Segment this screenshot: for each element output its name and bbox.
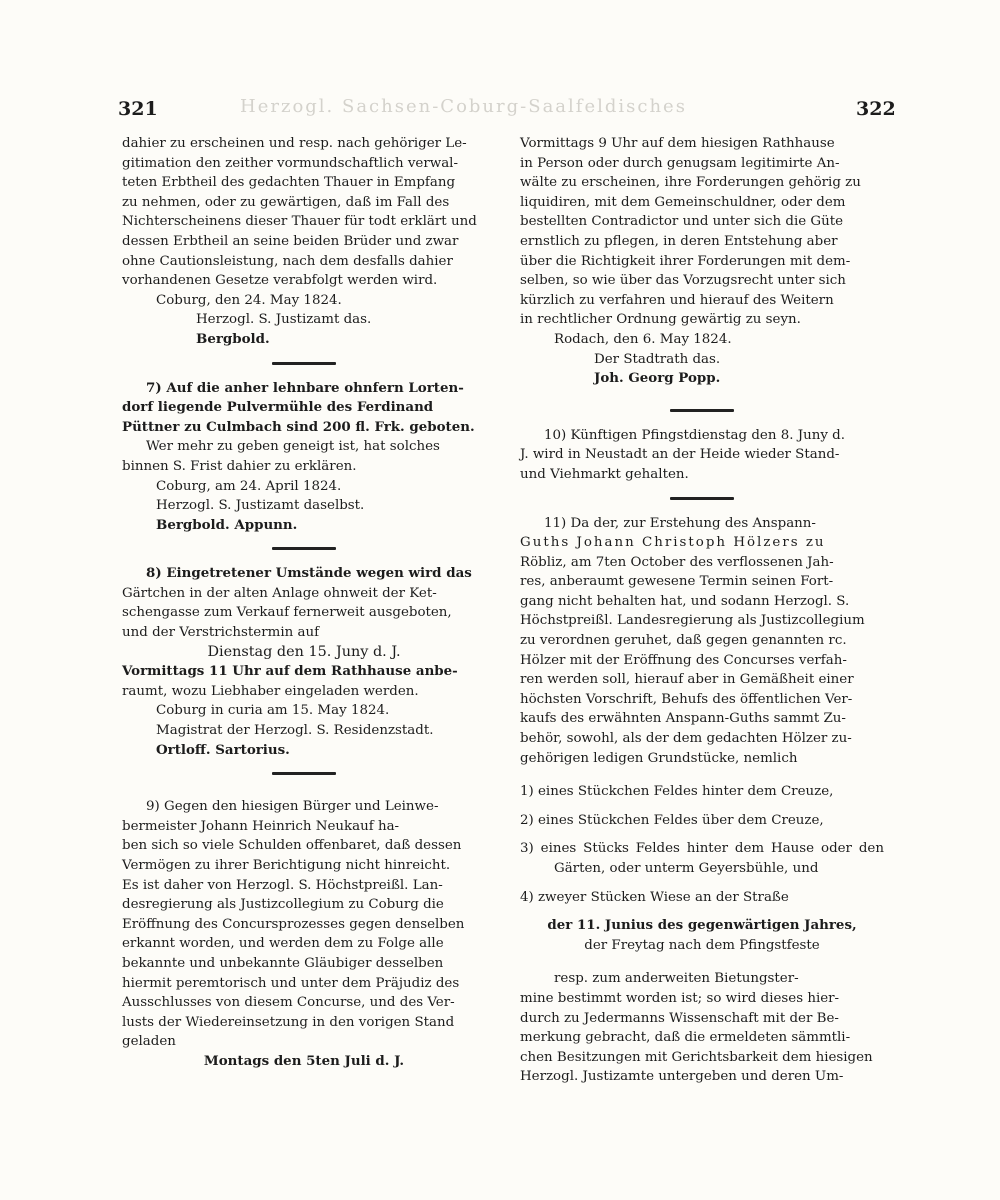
notice-7 bbox=[122, 379, 486, 536]
text-line: Herzogl. Justizamte untergeben und deren Um- bbox=[520, 1069, 844, 1085]
text-line: 10) Künftigen Pfingstdienstag den 8. Juny d. bbox=[544, 427, 846, 443]
text-line: chen Besitzungen mit Gerichtsbarkeit dem hiesigen bbox=[520, 1049, 873, 1065]
place-date: Rodach, den 6. May 1824. bbox=[554, 331, 732, 347]
text-line: Hölzer mit der Eröffnung des Concurses verfah- bbox=[520, 652, 847, 668]
signature: Bergbold. bbox=[196, 330, 270, 347]
text-line: schengasse zum Verkauf fernerweit ausgeboten, bbox=[122, 605, 452, 621]
signature: Joh. Georg Popp. bbox=[594, 370, 721, 387]
text-line: Eröffnung des Concursprozesses gegen denselben bbox=[122, 916, 465, 932]
text-line: bekannte und unbekannte Gläubiger desselben bbox=[122, 955, 444, 971]
text-line: Wer mehr zu geben geneigt ist, hat solches bbox=[146, 439, 440, 455]
text-line: resp. zum anderweiten Bietungster- bbox=[554, 971, 799, 987]
issuing-office: Magistrat der Herzogl. S. Residenzstadt. bbox=[156, 723, 434, 739]
notice-9 bbox=[122, 797, 486, 1071]
text-line: Röbliz, am 7ten October des verflossenen Jah- bbox=[520, 554, 834, 570]
text-line: Gärtchen in der alten Anlage ohnweit der Ket- bbox=[122, 585, 437, 601]
auction-date-line: der Freytag nach dem Pfingstfeste bbox=[584, 937, 820, 953]
text-line: bermeister Johann Heinrich Neukauf ha- bbox=[122, 818, 400, 834]
text-line: teten Erbtheil des gedachten Thauer in Empfang bbox=[122, 175, 456, 191]
section-divider bbox=[670, 497, 734, 500]
issuing-office: Herzogl. S. Justizamt daselbst. bbox=[156, 498, 365, 514]
text-line: und Viehmarkt gehalten. bbox=[520, 466, 689, 482]
text-line: erkannt worden, und werden dem zu Folge alle bbox=[122, 936, 444, 952]
text-line: in rechtlicher Ordnung gewärtig zu seyn. bbox=[520, 312, 801, 328]
section-divider bbox=[272, 362, 336, 365]
text-line: ren werden soll, hierauf aber in Gemäßheit einer bbox=[520, 672, 854, 688]
text-line: dorf liegende Pulvermühle des Ferdinand bbox=[122, 399, 434, 416]
text-line: merkung gebracht, daß die ermeldeten sämmtli- bbox=[520, 1030, 851, 1046]
list-item: 3) eines Stücks Feldes hinter dem Hause oder den Gärten, oder unterm Geyersbühle, und bbox=[520, 841, 884, 876]
text-line: desregierung als Justizcollegium zu Coburg die bbox=[122, 897, 444, 913]
text-line: gang nicht behalten hat, und sodann Herzogl. S. bbox=[520, 593, 850, 609]
text-line: raumt, wozu Liebhaber eingeladen werden. bbox=[122, 683, 419, 699]
text-line: in Person oder durch genugsam legitimirte An- bbox=[520, 155, 840, 171]
text-line: behör, sowohl, als der dem gedachten Hölzer zu- bbox=[520, 731, 852, 747]
text-line: gitimation den zeither vormundschaftlich verwal- bbox=[122, 155, 458, 171]
text-line: ohne Cautionsleistung, nach dem desfalls dahier bbox=[122, 253, 453, 269]
text-line: Höchstpreißl. Landesregierung als Justizcollegium bbox=[520, 613, 865, 629]
text-line: vorhandenen Gesetze verabfolgt werden wird. bbox=[122, 273, 438, 289]
text-line: Vermögen zu ihrer Berichtigung nicht hinreicht. bbox=[122, 858, 451, 873]
place-date: Coburg, am 24. April 1824. bbox=[156, 478, 342, 494]
place-date: Coburg, den 24. May 1824. bbox=[156, 292, 342, 308]
appointment-date: Montags den 5ten Juli d. J. bbox=[203, 1052, 405, 1069]
right-column bbox=[520, 134, 884, 1087]
notice-11 bbox=[520, 514, 884, 769]
text-line: zu verordnen geruhet, daß gegen genannten rc. bbox=[520, 633, 847, 649]
text-line: höchsten Vorschrift, Behufs des öffentlichen Ver- bbox=[520, 691, 853, 707]
notice-10 bbox=[520, 426, 884, 485]
notice-6-continuation bbox=[122, 134, 486, 350]
page-number-right: 322 bbox=[856, 98, 896, 120]
text-line: geladen bbox=[122, 1034, 176, 1050]
list-item: 1) eines Stückchen Feldes hinter dem Creuze, bbox=[520, 784, 834, 800]
text-line: Guths Johann Christoph Hölzers zu bbox=[520, 535, 826, 551]
text-line: ernstlich zu pflegen, in deren Entstehung aber bbox=[520, 233, 838, 249]
auction-date-line: der 11. Junius des gegenwärtigen Jahres, bbox=[547, 917, 857, 934]
text-line: liquidiren, mit dem Gemeinschuldner, oder dem bbox=[520, 194, 846, 210]
text-line: lusts der Wiedereinsetzung in den vorigen Stand bbox=[122, 1014, 455, 1030]
text-line: res, anberaumt gewesene Termin seinen Fort- bbox=[520, 574, 834, 590]
notice-8 bbox=[122, 564, 486, 760]
text-line: über die Richtigkeit ihrer Forderungen mit dem- bbox=[520, 253, 851, 269]
text-line: 8) Eingetretener Umstände wegen wird das bbox=[146, 565, 472, 582]
text-line: ben sich so viele Schulden offenbaret, daß dessen bbox=[122, 838, 462, 854]
text-line: hiermit peremtorisch und unter dem Präjudiz des bbox=[122, 975, 460, 991]
text-line: 11) Da der, zur Erstehung des Anspann- bbox=[544, 515, 816, 531]
text-line: Vormittags 9 Uhr auf dem hiesigen Rathhause bbox=[520, 136, 835, 151]
show-through-running-head: Herzogl. Sachsen-Coburg-Saalfeldisches bbox=[240, 96, 687, 117]
issuing-office: Herzogl. S. Justizamt das. bbox=[196, 312, 372, 328]
text-line: dahier zu erscheinen und resp. nach gehöriger Le- bbox=[122, 136, 467, 151]
text-line: Püttner zu Culmbach sind 200 fl. Frk. geboten. bbox=[122, 418, 475, 435]
list-item: 4) zweyer Stücken Wiese an der Straße bbox=[520, 889, 789, 905]
page-number-left: 321 bbox=[118, 98, 158, 120]
text-line: 7) Auf die anher lehnbare ohnfern Lorten- bbox=[146, 379, 464, 396]
text-line: gehörigen ledigen Grundstücke, nemlich bbox=[520, 750, 798, 766]
text-line: 9) Gegen den hiesigen Bürger und Leinwe- bbox=[146, 799, 439, 815]
text-line: kürzlich zu verfahren und hierauf des Weitern bbox=[520, 292, 834, 308]
text-line: zu nehmen, oder zu gewärtigen, daß im Fall des bbox=[122, 194, 450, 210]
notice-9-continuation bbox=[520, 134, 884, 389]
section-divider bbox=[272, 547, 336, 550]
left-column bbox=[122, 134, 486, 1072]
signature: Ortloff. Sartorius. bbox=[156, 741, 290, 758]
text-line: und der Verstrichstermin auf bbox=[122, 625, 320, 641]
text-line: Es ist daher von Herzogl. S. Höchstpreißl. Lan- bbox=[122, 877, 443, 893]
text-line: mine bestimmt worden ist; so wird dieses hier- bbox=[520, 990, 840, 1006]
text-line: J. wird in Neustadt an der Heide wieder Stand- bbox=[520, 447, 840, 463]
text-line: Ausschlusses von diesem Concurse, und des Ver- bbox=[122, 995, 455, 1011]
text-line: kaufs des erwähnten Anspann-Guths sammt Zu- bbox=[520, 711, 846, 727]
issuing-office: Der Stadtrath das. bbox=[594, 351, 721, 367]
property-list bbox=[520, 782, 884, 907]
text-line: Vormittags 11 Uhr auf dem Rathhause anbe- bbox=[122, 663, 458, 680]
section-divider bbox=[272, 772, 336, 775]
section-divider bbox=[670, 409, 734, 412]
text-line: binnen S. Frist dahier zu erklären. bbox=[122, 458, 357, 474]
text-line: wälte zu erscheinen, ihre Forderungen gehörig zu bbox=[520, 175, 861, 191]
signature: Bergbold. Appunn. bbox=[156, 516, 298, 533]
text-line: durch zu Jedermanns Wissenschaft mit der Be- bbox=[520, 1010, 839, 1026]
notice-11-tail bbox=[520, 969, 884, 1087]
list-item: 2) eines Stückchen Feldes über dem Creuze, bbox=[520, 812, 824, 828]
text-line: selben, so wie über das Vorzugsrecht unter sich bbox=[520, 273, 846, 289]
appointment-date: Dienstag den 15. Juny d. J. bbox=[207, 643, 401, 660]
place-date: Coburg in curia am 15. May 1824. bbox=[156, 703, 390, 719]
text-line: dessen Erbtheil an seine beiden Brüder und zwar bbox=[122, 233, 459, 249]
text-line: bestellten Contradictor und unter sich die Güte bbox=[520, 214, 844, 230]
text-line: Nichterscheinens dieser Thauer für todt erklärt und bbox=[122, 214, 477, 230]
